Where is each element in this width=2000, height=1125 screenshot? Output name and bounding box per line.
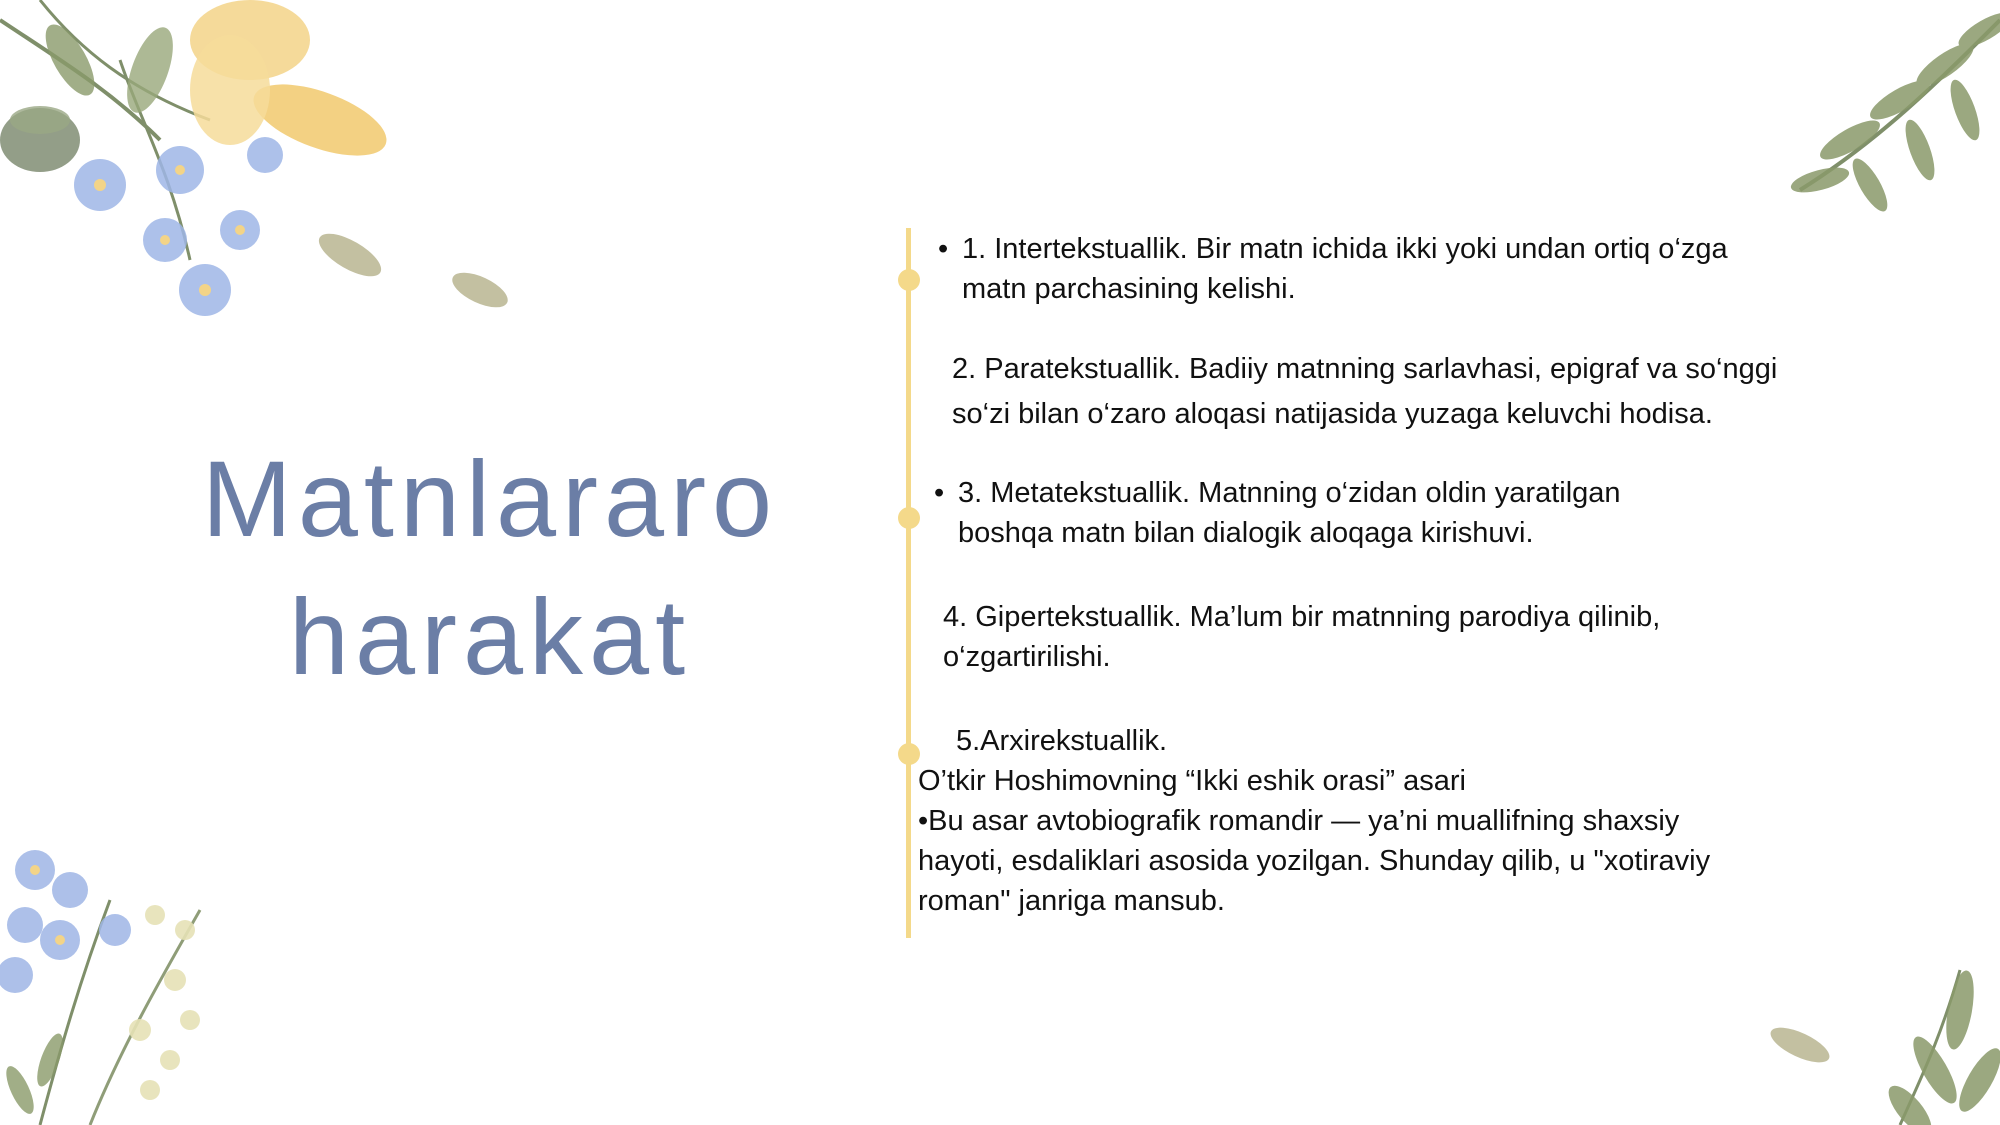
list-item-paratekstuallik [952,347,1777,437]
floral-bottom-left-decoration [0,830,240,1125]
leaves-top-right-decoration [1760,0,2000,240]
slide-title-line-1: Matnlararo [201,438,779,559]
example-line: hayoti, esdaliklari asosida yozilgan. Shunday qilib, u "xotiraviy [918,845,1711,877]
list-item-line: 3. Metatekstuallik. Matnning o‘zidan oldin yaratilgan [958,477,1621,509]
list-item-line: so‘zi bilan o‘zaro aloqasi natijasida yuzaga keluvchi hodisa. [952,398,1713,430]
timeline-dot [898,507,920,529]
list-item-line: 4. Gipertekstuallik. Ma’lum bir matnning parodiya qilinib, [943,601,1661,633]
bullet: • [938,233,949,265]
list-item-line: 5.Arxirekstuallik. [956,725,1168,757]
list-item-gipertekstuallik [943,597,1660,677]
timeline-dot [898,743,920,765]
example-line: •Bu asar avtobiografik romandir — ya’ni muallifning shaxsiy [918,805,1680,837]
slide-title-line-2: harakat [288,576,692,697]
floral-top-left-decoration [0,0,540,340]
list-item-line: boshqa matn bilan dialogik aloqaga kirishuvi. [958,517,1534,549]
list-item-intertekstuallik [938,229,1728,309]
example-line: roman" janriga mansub. [918,885,1225,917]
list-item-line: o‘zgartirilishi. [943,641,1111,673]
example-paragraph [918,761,1710,921]
bullet: • [934,477,945,509]
list-item-line: 2. Paratekstuallik. Badiiy matnning sarlavhasi, epigraf va so‘nggi [952,353,1778,385]
leaves-bottom-right-decoration [1760,960,2000,1125]
timeline-line [906,228,911,938]
list-item-line: matn parchasining kelishi. [962,273,1296,305]
slide-title [120,430,860,706]
list-item-arxirekstuallik [956,721,1167,761]
example-line: O’tkir Hoshimovning “Ikki eshik orasi” asari [918,765,1466,797]
timeline-dot [898,269,920,291]
list-item-line: 1. Intertekstuallik. Bir matn ichida ikki yoki undan ortiq o‘zga [962,233,1728,265]
list-item-metatekstuallik [934,473,1621,553]
